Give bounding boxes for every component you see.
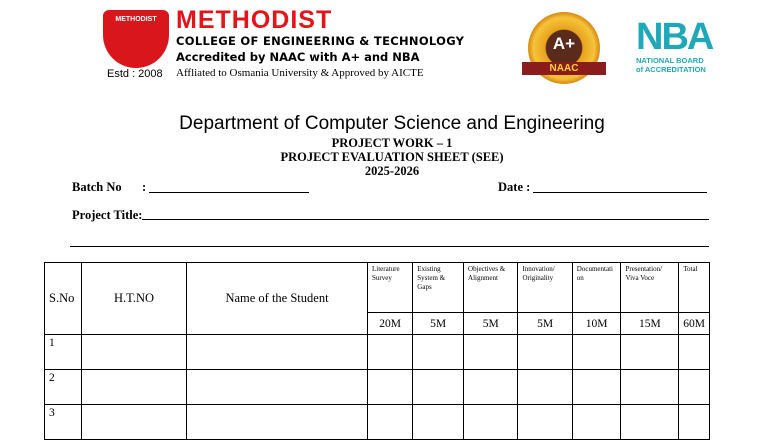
htno-header: H.T.NO [82, 263, 187, 335]
table-row [45, 370, 710, 405]
batch-input[interactable] [149, 192, 309, 193]
score-cell[interactable] [413, 370, 464, 405]
score-cell[interactable] [82, 405, 187, 440]
row-number: 1 [45, 335, 82, 370]
score-cell[interactable] [621, 335, 679, 370]
evaluation-sheet-title: PROJECT EVALUATION SHEET (SEE) [280, 150, 504, 164]
score-cell[interactable] [679, 370, 710, 405]
score-cell[interactable] [464, 405, 518, 440]
score-cell[interactable] [368, 370, 413, 405]
date-input[interactable] [533, 192, 707, 193]
score-cell[interactable] [368, 335, 413, 370]
criteria-header: Total [679, 263, 710, 313]
score-cell[interactable] [413, 335, 464, 370]
estd-text: Estd : 2008 [107, 68, 163, 80]
score-cell[interactable] [187, 405, 368, 440]
max-marks: 5M [413, 313, 464, 335]
academic-year: 2025-2026 [364, 164, 420, 178]
max-marks: 20M [368, 313, 413, 335]
score-cell[interactable] [572, 405, 621, 440]
score-cell[interactable] [679, 405, 710, 440]
criteria-header: Existing System & Gaps [413, 263, 464, 313]
affiliation-text: Affliated to Osmania University & Approved by AICTE [176, 67, 424, 79]
nba-caption [636, 56, 706, 74]
max-marks: 60M [679, 313, 710, 335]
naac-grade: A+ [552, 34, 576, 53]
row-number: 2 [45, 370, 82, 405]
student-name-header: Name of the Student [187, 263, 368, 335]
batch-label: Batch No [72, 180, 122, 194]
nba-logo: NBA [636, 16, 713, 58]
criteria-header: Presentation/ Viva Voce [621, 263, 679, 313]
project-title-label: Project Title: [72, 208, 143, 222]
score-cell[interactable] [621, 405, 679, 440]
table-row [45, 405, 710, 440]
crest-text: METHODIST [115, 16, 157, 23]
college-subtitle: COLLEGE OF ENGINEERING & TECHNOLOGY [176, 34, 465, 48]
criteria-header: Documentati on [572, 263, 621, 313]
naac-badge-logo [528, 12, 600, 84]
sno-header: S.No [45, 263, 82, 335]
score-cell[interactable] [368, 405, 413, 440]
nba-line2: of ACCREDITATION [636, 65, 706, 74]
score-cell[interactable] [621, 370, 679, 405]
college-crest-logo [103, 10, 169, 68]
date-label: Date : [498, 180, 531, 194]
project-title-input[interactable] [142, 219, 709, 220]
score-cell[interactable] [187, 335, 368, 370]
project-title-input-line2[interactable] [70, 246, 709, 247]
max-marks: 5M [518, 313, 572, 335]
college-name: METHODIST [176, 6, 333, 34]
project-work-title: PROJECT WORK – 1 [331, 136, 453, 150]
score-cell[interactable] [518, 405, 572, 440]
score-cell[interactable] [518, 335, 572, 370]
score-cell[interactable] [464, 370, 518, 405]
score-cell[interactable] [464, 335, 518, 370]
score-cell[interactable] [518, 370, 572, 405]
score-cell[interactable] [187, 370, 368, 405]
criteria-header: Innovation/ Originality [518, 263, 572, 313]
max-marks: 5M [464, 313, 518, 335]
naac-label: NAAC [522, 62, 606, 75]
batch-colon: : [142, 180, 147, 194]
score-cell[interactable] [572, 370, 621, 405]
evaluation-table [44, 262, 710, 440]
accreditation-text: Accredited by NAAC with A+ and NBA [176, 50, 420, 64]
score-cell[interactable] [413, 405, 464, 440]
row-number: 3 [45, 405, 82, 440]
criteria-header: Objectives & Alignment [464, 263, 518, 313]
table-row [45, 335, 710, 370]
score-cell[interactable] [572, 335, 621, 370]
score-cell[interactable] [82, 335, 187, 370]
nba-line1: NATIONAL BOARD [636, 56, 704, 65]
criteria-header: Literature Survey [368, 263, 413, 313]
score-cell[interactable] [679, 335, 710, 370]
department-title: Department of Computer Science and Engineering [179, 113, 605, 134]
score-cell[interactable] [82, 370, 187, 405]
max-marks: 10M [572, 313, 621, 335]
max-marks: 15M [621, 313, 679, 335]
